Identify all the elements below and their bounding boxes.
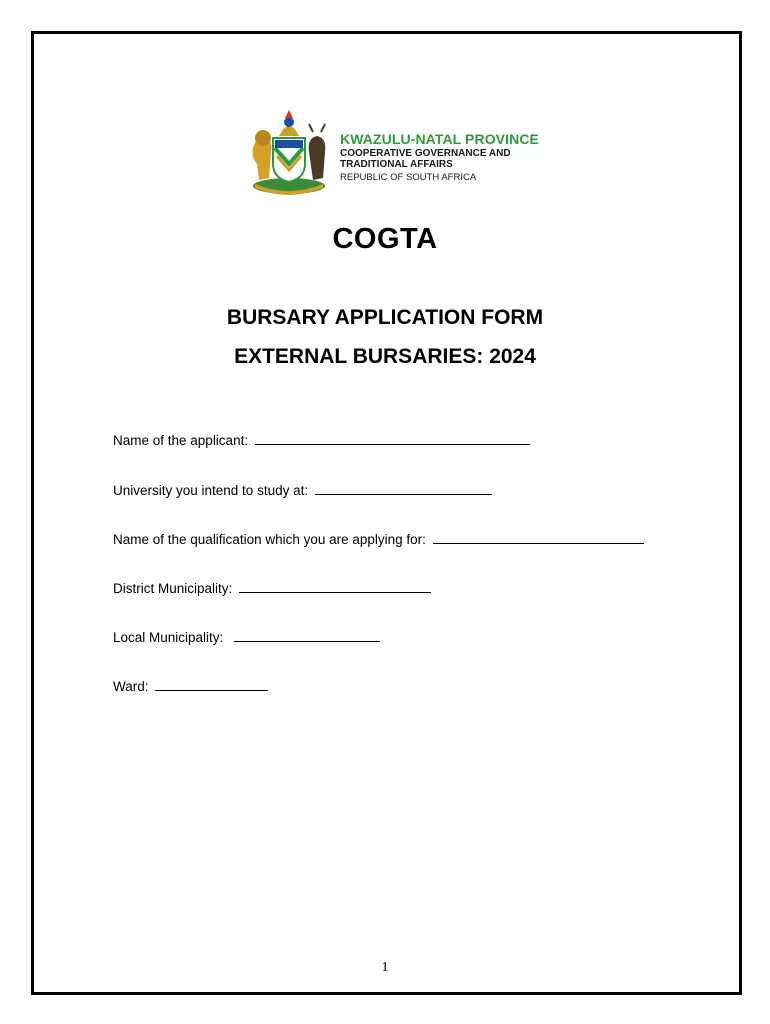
- country-name: REPUBLIC OF SOUTH AFRICA: [340, 172, 477, 183]
- qualification-input[interactable]: [433, 531, 644, 544]
- district-municipality-label: District Municipality:: [113, 581, 233, 596]
- university-label: University you intend to study at:: [113, 483, 309, 498]
- local-municipality-input[interactable]: [234, 629, 380, 642]
- district-municipality-field: [113, 580, 431, 596]
- applicant-name-input[interactable]: [255, 432, 530, 445]
- ward-label: Ward:: [113, 679, 149, 694]
- department-block: [340, 131, 600, 184]
- department-name-line-2: TRADITIONAL AFFAIRS: [340, 159, 453, 170]
- page-title: COGTA: [332, 223, 438, 255]
- coat-of-arms-icon: [247, 108, 331, 196]
- qualification-field: [113, 531, 644, 547]
- university-field: [113, 482, 492, 498]
- applicant-name-label: Name of the applicant:: [113, 433, 249, 448]
- qualification-label: Name of the qualification which you are applying for:: [113, 532, 426, 547]
- local-municipality-field: [113, 629, 380, 645]
- district-municipality-input[interactable]: [239, 580, 431, 593]
- form-title: BURSARY APPLICATION FORM: [226, 306, 544, 329]
- department-name-line-1: COOPERATIVE GOVERNANCE AND: [340, 148, 511, 159]
- ward-input[interactable]: [155, 678, 268, 691]
- university-input[interactable]: [315, 482, 492, 495]
- page-number: 1: [381, 960, 389, 975]
- local-municipality-label: Local Municipality:: [113, 630, 224, 645]
- applicant-name-field: [113, 432, 530, 448]
- form-subtitle: EXTERNAL BURSARIES: 2024: [234, 345, 536, 368]
- province-name: KWAZULU-NATAL PROVINCE: [340, 131, 539, 147]
- ward-field: [113, 678, 268, 694]
